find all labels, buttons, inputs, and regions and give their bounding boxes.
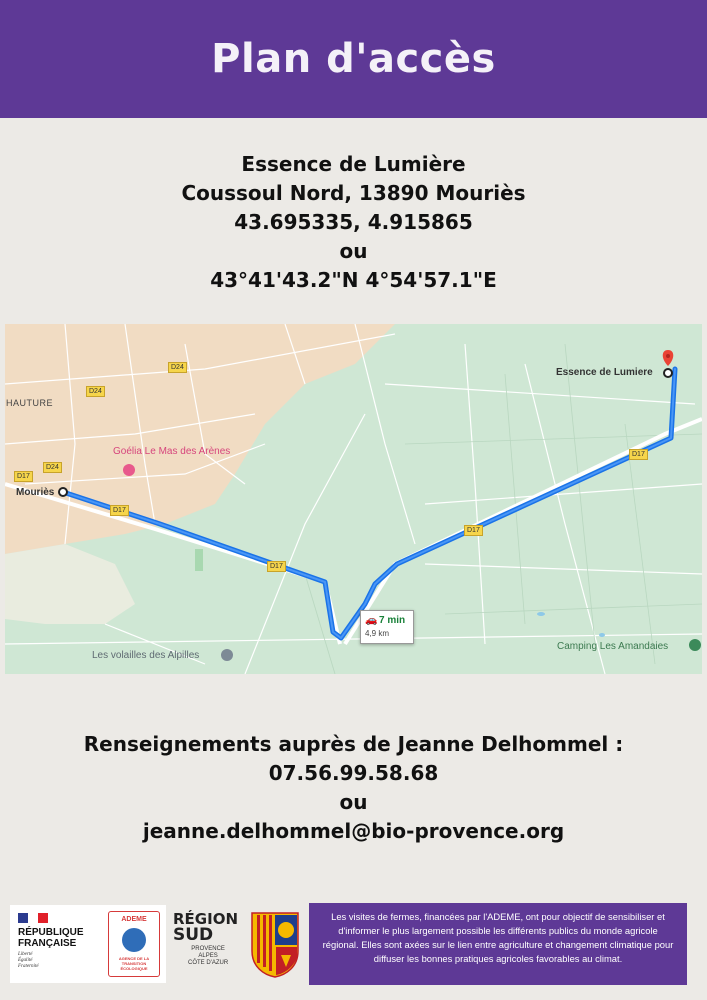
ademe-logo <box>102 905 166 983</box>
coords-dms: 43°41'43.2"N 4°54'57.1"E <box>210 268 497 292</box>
road-badge-d17: D17 <box>14 471 33 482</box>
french-flag-icon <box>18 913 48 923</box>
page-title: Plan d'accès <box>211 36 496 82</box>
route-info-box[interactable] <box>360 610 414 644</box>
rf-name-line1: RÉPUBLIQUE <box>18 927 84 938</box>
contact-block <box>0 730 707 846</box>
region-shield-icon <box>250 911 300 979</box>
contact-email: jeanne.delhommel@bio-provence.org <box>142 819 565 843</box>
car-icon: 🚗 <box>365 615 378 626</box>
region-sub-3: CÔTE D'AZUR <box>188 960 229 966</box>
access-map[interactable] <box>5 324 702 674</box>
destination-label: Essence de Lumiere <box>556 367 653 378</box>
origin-label: Mouriès <box>16 487 55 498</box>
road-badge-d24: D24 <box>168 362 187 373</box>
region-sub-2: ALPES <box>198 953 218 959</box>
road-badge-d17: D17 <box>267 561 286 572</box>
camping-label: Camping Les Amandaies <box>557 641 669 652</box>
page-header <box>0 0 707 118</box>
address-block <box>0 150 707 295</box>
venue-street: Coussoul Nord, 13890 Mouriès <box>181 181 526 205</box>
hotel-label: Goélia Le Mas des Arènes <box>113 446 231 457</box>
road-badge-d24: D24 <box>86 386 105 397</box>
hauture-label: HAUTURE <box>6 398 54 408</box>
region-title-2: SUD <box>173 925 214 945</box>
or-separator: ou <box>339 239 368 263</box>
road-badge-d24: D24 <box>43 462 62 473</box>
rf-motto-3: Fraternité <box>18 964 39 969</box>
region-sub-1: PROVENCE <box>191 946 225 952</box>
or-separator: ou <box>339 790 368 814</box>
road-badge-d17: D17 <box>110 505 129 516</box>
contact-phone: 07.56.99.58.68 <box>268 761 439 785</box>
ademe-title: ADEME <box>121 916 147 923</box>
route-time: 7 min <box>379 615 406 626</box>
region-sud-logo <box>170 908 305 983</box>
rf-name-line2: FRANÇAISE <box>18 938 77 949</box>
coords-decimal: 43.695335, 4.915865 <box>234 210 473 234</box>
contact-line: Renseignements auprès de Jeanne Delhommel : <box>83 732 624 756</box>
republique-francaise-logo <box>10 905 102 983</box>
route-distance: 4,9 km <box>365 629 390 638</box>
venue-name: Essence de Lumière <box>241 152 466 176</box>
ademe-subtitle: AGENCE DE LA TRANSITION ÉCOLOGIQUE <box>118 956 150 971</box>
rf-motto-1: Liberté <box>18 952 33 957</box>
rf-motto-2: Égalité <box>18 958 33 963</box>
road-badge-d17: D17 <box>464 525 483 536</box>
road-badge-d17: D17 <box>629 449 648 460</box>
volailles-label: Les volailles des Alpilles <box>92 650 200 661</box>
funding-notice: Les visites de fermes, financées par l'ADEME, ont pour objectif de sensibiliser et d'informer le plus largement possible les différents publics du monde agricole régional. Elles sont axées sur le lien entre agriculture et changement climatique pour diffuser les bonnes pratiques agricoles favorables au climat. <box>309 903 687 985</box>
globe-icon <box>122 928 146 952</box>
region-title-1: RÉGION <box>173 910 238 928</box>
